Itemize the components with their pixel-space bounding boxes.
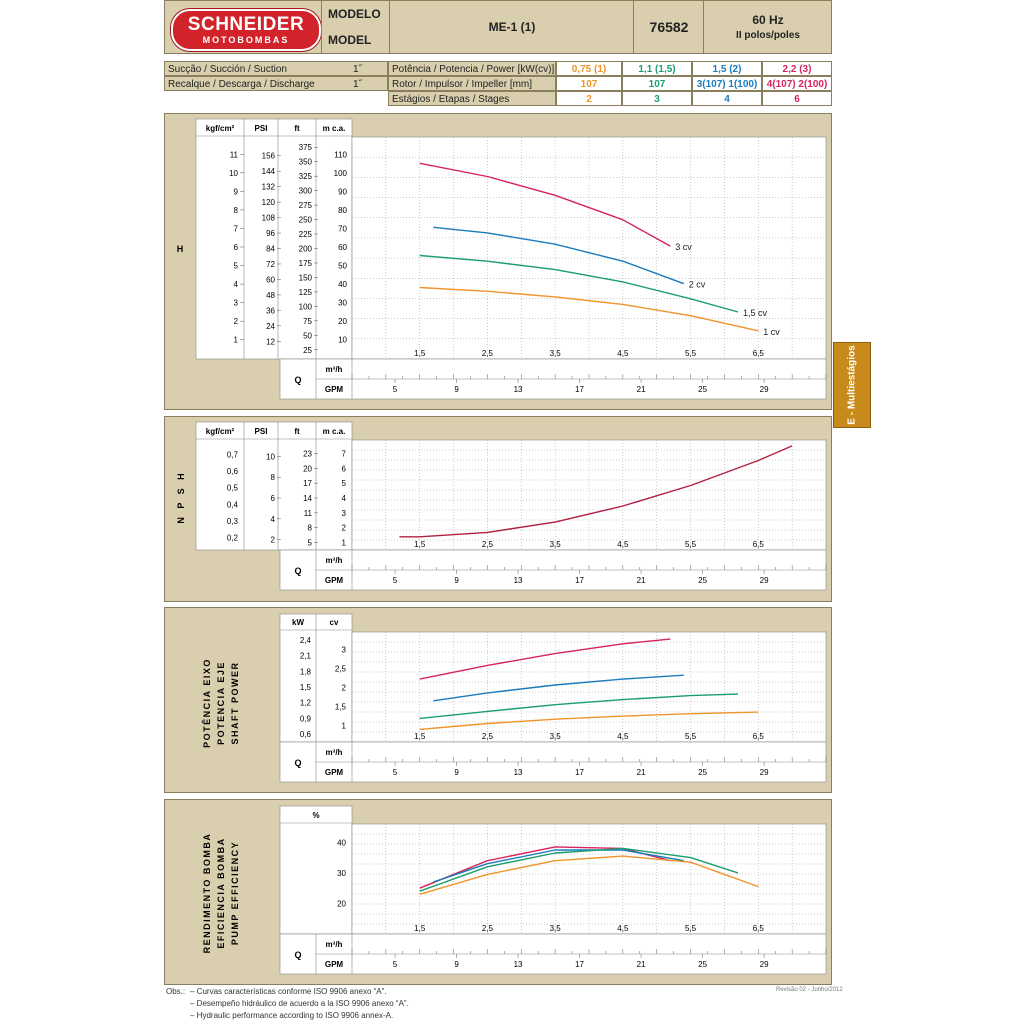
npsh-mca-tick: 3 <box>341 508 346 518</box>
power-kw-tick: 0,6 <box>299 730 311 740</box>
npsh-psi-tick: 10 <box>266 452 275 462</box>
spec-rotor-0: 107 <box>556 76 622 91</box>
eff-gpm-tick: 17 <box>575 960 585 969</box>
npsh-ft-tick: 8 <box>307 523 312 533</box>
eff-gpm-label: GPM <box>324 960 344 969</box>
head-mca-tick: 90 <box>338 187 347 197</box>
stages-label: Estágios / Etapas / Stages <box>388 91 556 106</box>
brand-name: SCHNEIDER <box>187 14 305 35</box>
npsh-kgf-tick: 0,5 <box>226 483 238 493</box>
eff-m3h-tick: 5,5 <box>685 924 697 933</box>
head-mca-tick: 40 <box>338 280 347 290</box>
npsh-mca-tick: 4 <box>341 494 346 503</box>
head-ft-tick: 250 <box>298 215 312 225</box>
rotor-label: Rotor / Impulsor / Impeller [mm] <box>388 76 556 91</box>
power-m3h-tick: 6,5 <box>752 732 764 741</box>
eff-m3h-tick: 1,5 <box>414 924 426 933</box>
head-psi-tick: 24 <box>266 321 275 331</box>
eff-m3h-tick: 6,5 <box>752 924 764 933</box>
head-gpm-tick: 9 <box>454 385 459 394</box>
power-gpm-tick: 29 <box>759 768 769 777</box>
modelo-label: MODELO <box>328 7 381 21</box>
head-ft-tick: 300 <box>298 186 312 196</box>
npsh-ft-tick: 14 <box>303 494 312 503</box>
notes-line-2: – Desempeño hidráulico de acuerdo a la ISO 9906 anexo “A”. <box>190 999 409 1008</box>
brand-subtitle: MOTOBOMBAS <box>202 35 290 45</box>
head-kgf-tick: 3 <box>233 298 238 308</box>
head-unit-header-3: m c.a. <box>322 124 346 133</box>
npsh-m3h-tick: 3,5 <box>549 540 561 549</box>
npsh-psi-tick: 6 <box>270 494 275 503</box>
power-cv-tick: 3 <box>341 645 346 655</box>
eff-gpm-tick: 29 <box>759 960 769 969</box>
head-mca-tick: 20 <box>338 317 347 327</box>
npsh-kgf-tick: 0,3 <box>226 517 238 526</box>
head-m3h-tick: 4,5 <box>617 349 629 358</box>
head-mca-tick: 50 <box>338 261 347 271</box>
spec-stages-3: 6 <box>762 91 832 106</box>
power-kw-tick: 1,2 <box>299 698 311 708</box>
discharge-value: 1˝ <box>353 79 362 90</box>
npsh-unit-header-3: m c.a. <box>322 427 346 436</box>
eff-gpm-tick: 9 <box>454 960 459 969</box>
head-gpm-label: GPM <box>324 385 344 394</box>
head-ft-tick: 200 <box>298 244 312 254</box>
npsh-mca-tick: 6 <box>341 464 346 474</box>
head-ft-tick: 225 <box>298 230 312 240</box>
eff-gpm-tick: 21 <box>636 960 646 969</box>
npsh-unit-header-2: ft <box>294 427 300 436</box>
model-name: ME-1 (1) <box>389 1 634 53</box>
npsh-psi-tick: 4 <box>270 514 275 524</box>
head-kgf-tick: 4 <box>233 280 238 290</box>
suction-label: Sucção / Succión / Suction <box>168 64 287 75</box>
head-psi-tick: 144 <box>261 167 275 177</box>
head-ft-tick: 275 <box>298 201 312 211</box>
spec-rotor-3: 4(107) 2(100) <box>762 76 832 91</box>
npsh-gpm-tick: 17 <box>575 576 585 585</box>
head-mca-tick: 10 <box>338 335 347 345</box>
head-series-label: 2 cv <box>688 279 706 290</box>
eff-pct-tick: 20 <box>337 899 346 909</box>
power-m3h-label: m³/h <box>325 748 343 757</box>
npsh-gpm-tick: 13 <box>513 576 523 585</box>
head-kgf-tick: 8 <box>233 205 238 215</box>
npsh-m3h-tick: 1,5 <box>414 540 426 549</box>
power-cv-tick: 2 <box>341 683 346 693</box>
notes-line-1: – Curvas características conforme ISO 9906 anexo “A”. <box>190 987 387 996</box>
eff-m3h-tick: 2,5 <box>481 924 493 933</box>
spec-stages-0: 2 <box>556 91 622 106</box>
head-series-label: 1,5 cv <box>742 307 767 318</box>
head-gpm-tick: 25 <box>698 385 708 394</box>
power-m3h-tick: 4,5 <box>617 732 629 741</box>
power-kw-tick: 1,5 <box>299 683 311 692</box>
npsh-ylabel: N P S H <box>176 470 186 524</box>
npsh-units-box <box>196 422 352 550</box>
eff-gpm-tick: 25 <box>698 960 708 969</box>
eff-unit-header: % <box>312 811 320 820</box>
head-psi-tick: 84 <box>266 244 275 254</box>
head-psi-tick: 72 <box>266 259 275 269</box>
notes-obs: Obs.: <box>166 987 186 996</box>
head-gpm-tick: 29 <box>759 385 769 394</box>
npsh-ft-tick: 17 <box>303 479 312 489</box>
model-code: 76582 <box>633 1 704 53</box>
suction-value: 1˝ <box>353 64 362 75</box>
power-cv-tick: 2,5 <box>334 664 346 674</box>
spec-power-3: 2,2 (3) <box>762 61 832 76</box>
power-gpm-tick: 17 <box>575 768 585 777</box>
head-ft-tick: 325 <box>298 172 312 182</box>
npsh-mca-tick: 1 <box>341 538 346 548</box>
head-m3h-tick: 6,5 <box>752 349 764 358</box>
npsh-psi-tick: 8 <box>270 473 275 483</box>
power-kw-tick: 1,8 <box>299 667 311 677</box>
head-psi-tick: 36 <box>266 306 275 316</box>
npsh-q-label: Q <box>294 566 302 576</box>
spec-stages-1: 3 <box>622 91 692 106</box>
head-mca-tick: 110 <box>334 150 347 160</box>
head-q-label: Q <box>294 375 302 385</box>
eff-pct-tick: 40 <box>337 838 346 848</box>
power-q-label: Q <box>294 758 302 768</box>
head-ylabel: H <box>176 244 184 254</box>
head-kgf-tick: 9 <box>233 187 238 197</box>
npsh-gpm-tick: 29 <box>759 576 769 585</box>
power-gpm-tick: 13 <box>513 768 523 777</box>
head-unit-header-0: kgf/cm² <box>205 124 235 133</box>
head-psi-tick: 48 <box>266 290 275 300</box>
spec-power-1: 1,1 (1,5) <box>622 61 692 76</box>
head-mca-tick: 60 <box>338 243 347 252</box>
head-mca-tick: 100 <box>333 168 347 178</box>
npsh-kgf-tick: 0,2 <box>226 533 238 543</box>
eff-m3h-tick: 4,5 <box>617 924 629 933</box>
head-kgf-tick: 2 <box>233 317 238 327</box>
head-ft-tick: 25 <box>303 345 312 355</box>
head-m3h-label: m³/h <box>325 365 343 374</box>
eff-ylabel-0: RENDIMENTO BOMBA <box>202 832 212 954</box>
power-gpm-label: GPM <box>324 768 344 777</box>
head-unit-header-2: ft <box>294 124 300 133</box>
head-psi-tick: 120 <box>261 198 275 208</box>
spec-power-0: 0,75 (1) <box>556 61 622 76</box>
power-gpm-tick: 9 <box>454 768 459 777</box>
head-psi-tick: 108 <box>261 213 275 223</box>
npsh-m3h-tick: 6,5 <box>752 540 764 549</box>
head-psi-tick: 60 <box>266 275 275 285</box>
head-m3h-tick: 2,5 <box>481 349 493 358</box>
power-ylabel-2: SHAFT POWER <box>230 661 240 745</box>
eff-gpm-tick: 13 <box>513 960 523 969</box>
power-cv-tick: 1 <box>341 721 346 731</box>
head-ft-tick: 350 <box>298 157 312 167</box>
power-unit-header-1: cv <box>329 618 339 627</box>
head-kgf-tick: 11 <box>229 150 238 160</box>
head-gpm-tick: 5 <box>392 385 398 394</box>
head-series-label: 3 cv <box>675 242 692 253</box>
power-m3h-tick: 5,5 <box>685 732 697 741</box>
power-kw-tick: 0,9 <box>299 714 311 724</box>
power-ylabel-1: POTENCIA EJE <box>216 661 226 745</box>
power-cv-tick: 1,5 <box>334 702 346 712</box>
spec-rotor-2: 3(107) 1(100) <box>692 76 762 91</box>
npsh-m3h-tick: 5,5 <box>685 540 697 549</box>
npsh-gpm-tick: 25 <box>698 576 708 585</box>
npsh-kgf-tick: 0,6 <box>226 467 238 476</box>
power-unit-header-0: kW <box>292 618 304 627</box>
eff-m3h-label: m³/h <box>325 940 343 949</box>
npsh-mca-tick: 7 <box>341 449 346 459</box>
section-tab-label: E - Multiestágios <box>846 345 858 425</box>
head-ft-tick: 125 <box>298 287 312 297</box>
power-ylabel-0: POTÊNCIA EIXO <box>202 658 212 748</box>
head-ft-tick: 50 <box>303 331 312 341</box>
head-kgf-tick: 1 <box>233 335 238 345</box>
notes-line-3: – Hydraulic performance according to ISO 9906 annex-A. <box>190 1011 394 1020</box>
power-gpm-tick: 5 <box>392 768 398 777</box>
head-gpm-tick: 17 <box>575 385 585 394</box>
frequency: 60 Hz <box>752 13 784 27</box>
power-gpm-tick: 25 <box>698 768 708 777</box>
head-m3h-tick: 5,5 <box>685 349 697 358</box>
head-mca-tick: 30 <box>338 298 347 308</box>
npsh-ft-tick: 23 <box>303 449 312 459</box>
head-mca-tick: 70 <box>338 224 347 234</box>
eff-m3h-tick: 3,5 <box>549 924 561 933</box>
head-ft-tick: 175 <box>298 258 312 268</box>
power-label: Potência / Potencia / Power [kW(cv)] <box>388 61 556 76</box>
eff-ylabel-2: PUMP EFFICIENCY <box>230 840 240 946</box>
head-m3h-tick: 1,5 <box>414 349 426 358</box>
spec-rotor-1: 107 <box>622 76 692 91</box>
npsh-ft-tick: 20 <box>303 464 312 474</box>
head-psi-tick: 96 <box>266 229 275 239</box>
npsh-ft-tick: 11 <box>303 508 312 518</box>
head-psi-tick: 132 <box>261 182 275 192</box>
power-m3h-tick: 3,5 <box>549 732 561 741</box>
head-series-label: 1 cv <box>763 326 780 337</box>
spec-power-2: 1,5 (2) <box>692 61 762 76</box>
head-m3h-tick: 3,5 <box>549 349 561 358</box>
head-gpm-tick: 21 <box>636 385 646 394</box>
eff-q-label: Q <box>294 950 302 960</box>
power-m3h-tick: 2,5 <box>481 732 493 741</box>
npsh-psi-tick: 2 <box>270 535 275 545</box>
head-kgf-tick: 6 <box>233 243 238 252</box>
npsh-gpm-label: GPM <box>324 576 344 585</box>
npsh-unit-header-0: kgf/cm² <box>205 427 235 436</box>
revision: Revisão 02 - Junho/2012 <box>776 987 843 993</box>
discharge-label: Recalque / Descarga / Discharge <box>168 79 315 90</box>
eff-pct-tick: 30 <box>337 868 346 878</box>
head-ft-tick: 375 <box>298 143 312 153</box>
npsh-kgf-tick: 0,7 <box>226 450 238 460</box>
head-gpm-tick: 13 <box>513 385 523 394</box>
npsh-ft-tick: 5 <box>307 538 312 548</box>
model-label: MODEL <box>328 33 372 47</box>
npsh-gpm-tick: 5 <box>392 576 398 585</box>
head-ft-tick: 75 <box>303 316 312 326</box>
spec-stages-2: 4 <box>692 91 762 106</box>
power-kw-tick: 2,4 <box>299 635 311 645</box>
npsh-mca-tick: 5 <box>341 479 346 489</box>
head-psi-tick: 156 <box>261 151 275 161</box>
npsh-m3h-tick: 4,5 <box>617 540 629 549</box>
eff-ylabel-1: EFICIENCIA BOMBA <box>216 837 226 949</box>
npsh-gpm-tick: 21 <box>636 576 646 585</box>
head-unit-header-1: PSI <box>254 124 268 133</box>
head-mca-tick: 80 <box>338 205 347 215</box>
head-kgf-tick: 10 <box>229 168 238 178</box>
head-ft-tick: 150 <box>298 273 312 283</box>
power-gpm-tick: 21 <box>636 768 646 777</box>
head-ft-tick: 100 <box>298 302 312 312</box>
poles: II polos/poles <box>736 30 800 41</box>
eff-gpm-tick: 5 <box>392 960 398 969</box>
npsh-m3h-label: m³/h <box>325 556 343 565</box>
section-tab[interactable] <box>833 342 871 428</box>
power-kw-tick: 2,1 <box>299 651 311 661</box>
power-m3h-tick: 1,5 <box>414 732 426 741</box>
head-psi-tick: 12 <box>266 337 275 347</box>
npsh-m3h-tick: 2,5 <box>481 540 493 549</box>
npsh-unit-header-1: PSI <box>254 427 268 436</box>
npsh-mca-tick: 2 <box>341 523 346 533</box>
head-kgf-tick: 7 <box>233 224 238 234</box>
npsh-gpm-tick: 9 <box>454 576 459 585</box>
head-kgf-tick: 5 <box>233 261 238 271</box>
npsh-kgf-tick: 0,4 <box>226 500 238 510</box>
